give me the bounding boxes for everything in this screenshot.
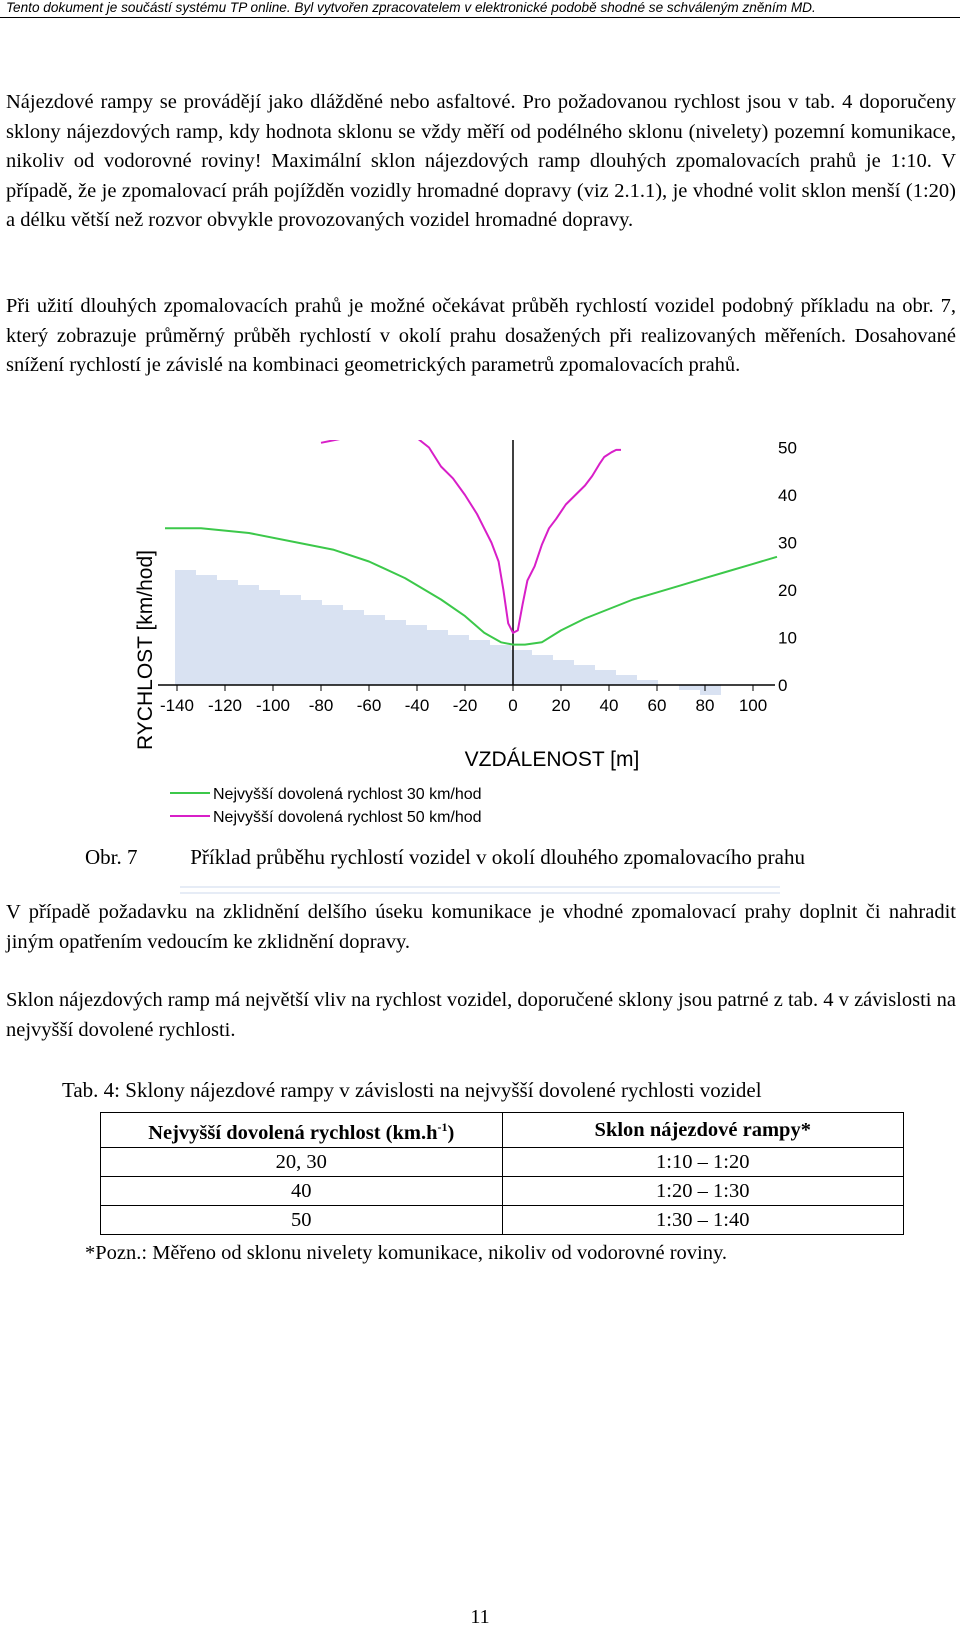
- x-tick-label: -120: [207, 696, 243, 715]
- paragraph-ramp-slope: Sklon nájezdových ramp má největší vliv na rychlost vozidel, doporučené sklony jsou patrné z tab. 4 v závislosti na nejvyšší dovolené rychlosti.: [6, 989, 956, 1041]
- cell-speed: 40: [101, 1177, 503, 1206]
- chart-background-watermark: [175, 565, 721, 695]
- table-header-row: [101, 1113, 904, 1148]
- x-tick-label: 60: [647, 696, 667, 715]
- x-tick-label: -100: [255, 696, 291, 715]
- column-header-speed: Nejvyšší dovolená rychlost $(km.h^{-1})$: [101, 1113, 503, 1148]
- table-row: [101, 1148, 904, 1177]
- paragraph-speed-profile: Při užití dlouhých zpomalovacích prahů je možné očekávat průběh rychlostí vozidel podobný příkladu na obr. 7, který zobrazuje průměrný průběh rychlostí v okolí prahu dosažených při realizovaných měřeních. Dosahované snížení rychlostí je závislé na kombinaci geometrických parametrů zpomalovacích prahů.: [6, 295, 956, 376]
- page-number: 11: [470, 1606, 490, 1628]
- table-row: [101, 1177, 904, 1206]
- y-tick-label: 10: [778, 628, 797, 648]
- series-line-50: [321, 440, 621, 633]
- cell-slope: 1:20 – 1:30: [502, 1177, 904, 1206]
- x-tick-label: 80: [695, 696, 715, 715]
- background-watermark-shape: [175, 565, 721, 695]
- x-tick-label: 20: [551, 696, 571, 715]
- document-header: Tento dokument je součástí systému TP online. Byl vytvořen zpracovatelem v elektronické podobě shodné se schváleným zněním MD.: [0, 0, 960, 18]
- paragraph-calming: V případě požadavku na zklidnění delšího úseku komunikace je vhodné zpomalovací prahy doplnit či nahradit jiným opatřením vedoucím ke zklidnění dopravy.: [6, 901, 956, 953]
- watermark-line: [180, 892, 780, 894]
- x-tick-label: -60: [356, 696, 382, 715]
- x-tick-label: -80: [308, 696, 334, 715]
- x-axis-label: VZDÁLENOST [m]: [464, 748, 640, 771]
- cell-slope: 1:10 – 1:20: [502, 1148, 904, 1177]
- paragraph-ramps: Nájezdové rampy se provádějí jako dlážděné nebo asfaltové. Pro požadovanou rychlost jsou v tab. 4 doporučeny sklony nájezdových ramp, kdy hodnota sklonu se vždy měří od podélného sklonu (nivelety) pozemní komunikace, nikoliv od vodorovné roviny! Maximální sklon nájezdových ramp dlouhých zpomalovacích prahů je 1:10. V případě, že je zpomalovací práh pojížděn vozidly hromadné dopravy (viz 2.1.1), je vhodné volit sklon menší (1:20) a délku větší než rozvor obvykle provozovaných vozidel hromadné dopravy.: [6, 91, 956, 231]
- figure-label: Obr. 7: [85, 845, 138, 869]
- x-tick-label: -140: [159, 696, 195, 715]
- table-row: [101, 1206, 904, 1235]
- table-note: *Pozn.: Měřeno od sklonu nivelety komunikace, nikoliv od vodorovné roviny.: [85, 1242, 728, 1264]
- ramp-slope-table: [100, 1112, 904, 1235]
- figure-caption: [85, 844, 805, 870]
- table-title: Tab. 4: Sklony nájezdové rampy v závislosti na nejvyšší dovolené rychlosti vozidel: [62, 1078, 762, 1102]
- cell-slope: 1:30 – 1:40: [502, 1206, 904, 1235]
- y-tick-label: 30: [778, 533, 797, 553]
- speed-profile-chart: [0, 440, 960, 840]
- y-axis-label: RYCHLOST [km/hod]: [134, 550, 157, 750]
- y-tick-label: 0: [778, 676, 788, 695]
- cell-speed: 20, 30: [101, 1148, 503, 1177]
- y-tick-label: 40: [778, 486, 797, 505]
- x-tick-label: -40: [404, 696, 430, 715]
- x-tick-label: 0: [508, 696, 518, 715]
- x-tick-label: 40: [599, 696, 619, 715]
- y-tick-label: 20: [778, 581, 797, 600]
- chart-legend: [170, 786, 482, 826]
- column-header-slope: Sklon nájezdové rampy*: [502, 1113, 904, 1148]
- figure-caption-text: Příklad průběhu rychlostí vozidel v okolí dlouhého zpomalovacího prahu: [190, 845, 805, 869]
- legend-label-30: Nejvyšší dovolená rychlost 30 km/hod: [213, 786, 482, 803]
- cell-speed: 50: [101, 1206, 503, 1235]
- legend-label-50: Nejvyšší dovolená rychlost 50 km/hod: [213, 809, 482, 826]
- y-tick-label: 50: [778, 440, 797, 458]
- watermark-line: [180, 886, 780, 888]
- x-tick-label: -20: [452, 696, 478, 715]
- x-tick-label: 100: [738, 696, 768, 715]
